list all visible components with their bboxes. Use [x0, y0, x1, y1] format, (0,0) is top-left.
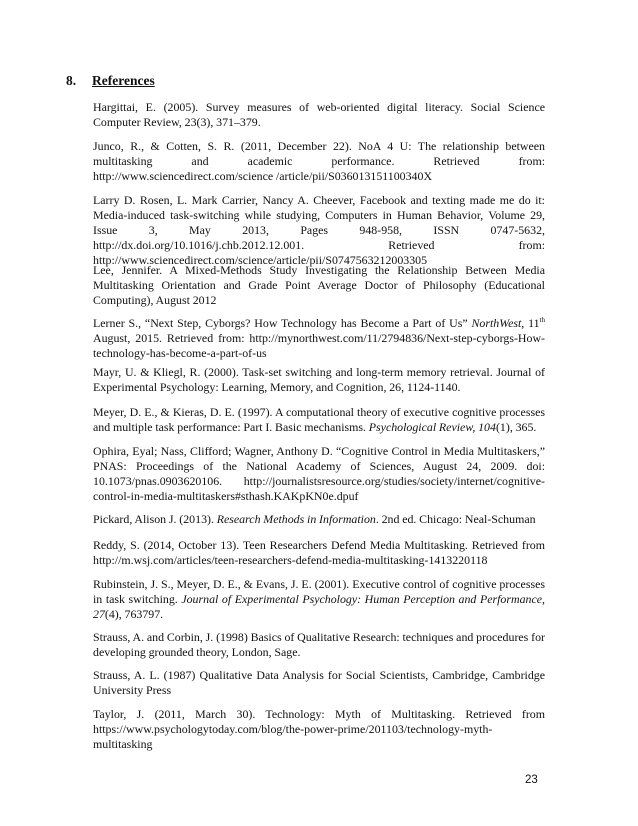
reference-junco: Junco, R., & Cotten, S. R. (2011, December 22). NoA 4 U: The relationship between multitasking and academic performance. Retrieved from: http://www.sciencedirect.com/science /article/pii/S036013151100340X: [93, 139, 545, 183]
section-title: References: [92, 73, 155, 88]
reference-pickard: Pickard, Alison J. (2013). Research Methods in Information. 2nd ed. Chicago: Neal-Schuman: [93, 512, 536, 526]
reference-ophira: Ophira, Eyal; Nass, Clifford; Wagner, Anthony D. “Cognitive Control in Media Multitaskers,” PNAS: Proceedings of the National Academy of Sciences, August 24, 2009. doi: 10.1073/pnas.0903620106. http://journalistsresource.org/studies/society/internet/cognitive-control-in-media-multitaskers#sthash.KAKpKN0e.dpuf: [93, 444, 545, 503]
section-heading: [66, 73, 155, 89]
page-number: 23: [525, 774, 538, 786]
reference-meyer: Meyer, D. E., & Kieras, D. E. (1997). A computational theory of executive cognitive processes and multiple task performance: Part I. Basic mechanisms. Psychological Review, 104(1), 365.: [93, 405, 545, 434]
reference-hargittai: Hargittai, E. (2005). Survey measures of web-oriented digital literacy. Social Science Computer Review, 23(3), 371–379.: [93, 100, 545, 129]
reference-lerner: Lerner S., “Next Step, Cyborgs? How Technology has Become a Part of Us” NorthWest, 11th August, 2015. Retrieved from: http://mynorthwest.com/11/2794836/Next-step-cyborgs-How-technology-has-become-a-part-of-us: [93, 316, 545, 360]
reference-strauss-corbin: Strauss, A. and Corbin, J. (1998) Basics of Qualitative Research: techniques and procedures for developing grounded theory, London, Sage.: [93, 630, 545, 659]
section-number: 8.: [66, 73, 77, 88]
reference-mayr: Mayr, U. & Kliegl, R. (2000). Task-set switching and long-term memory retrieval. Journal of Experimental Psychology: Learning, Memory, and Cognition, 26, 1124-1140.: [93, 365, 545, 394]
reference-reddy: Reddy, S. (2014, October 13). Teen Researchers Defend Media Multitasking. Retrieved from http://m.wsj.com/articles/teen-researchers-defend-media-multitasking-1413220118: [93, 538, 545, 567]
reference-taylor: Taylor, J. (2011, March 30). Technology: Myth of Multitasking. Retrieved from https://www.psychologytoday.com/blog/the-power-prime/201103/technology-myth-multitasking: [93, 707, 545, 751]
reference-lee: Lee, Jennifer. A Mixed-Methods Study Investigating the Relationship Between Media Multitasking Orientation and Grade Point Average Doctor of Philosophy (Educational Computing), August 2012: [93, 263, 545, 307]
reference-rubinstein: Rubinstein, J. S., Meyer, D. E., & Evans, J. E. (2001). Executive control of cognitive processes in task switching. Journal of Experimental Psychology: Human Perception and Performance, 27(4), 763797.: [93, 577, 545, 621]
reference-rosen: Larry D. Rosen, L. Mark Carrier, Nancy A. Cheever, Facebook and texting made me do it: Media-induced task-switching while studying, Computers in Human Behavior, Volume 29, Issue 3, May 2013, Pages 948-958, ISSN 0747-5632, http://dx.doi.org/10.1016/j.chb.2012.12.001. Retrieved from: http://www.sciencedirect.com/science/article/pii/S0747563212003305: [93, 193, 545, 267]
reference-strauss: Strauss, A. L. (1987) Qualitative Data Analysis for Social Scientists, Cambridge, Cambridge University Press: [93, 668, 545, 697]
